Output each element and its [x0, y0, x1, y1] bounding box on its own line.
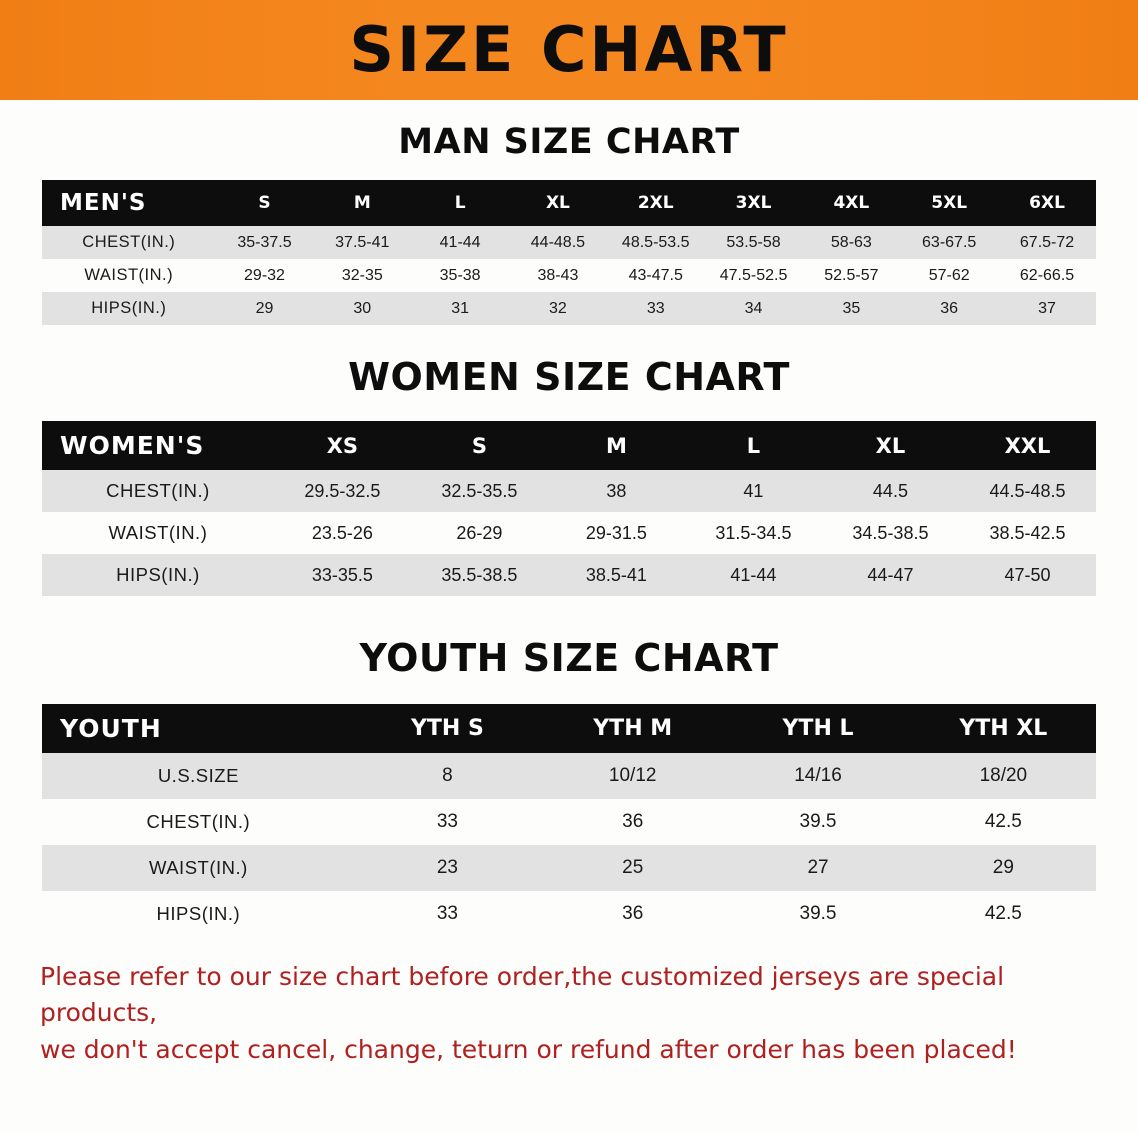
- disclaimer-note: [40, 959, 1098, 1068]
- col-header: XXL: [959, 421, 1096, 470]
- youth-size-table: [42, 704, 1096, 937]
- row-label: HIPS(IN.): [42, 554, 274, 596]
- table-cell: 42.5: [911, 799, 1096, 845]
- table-cell: 29.5-32.5: [274, 470, 411, 512]
- col-header: 6XL: [998, 180, 1096, 226]
- col-header: YTH M: [540, 704, 725, 753]
- table-cell: 41-44: [685, 554, 822, 596]
- youth-table-wrap: [42, 704, 1096, 937]
- table-cell: 44.5-48.5: [959, 470, 1096, 512]
- table-cell: 57-62: [900, 259, 998, 292]
- col-header: YTH S: [355, 704, 540, 753]
- col-header: 4XL: [802, 180, 900, 226]
- disclaimer-line-1: Please refer to our size chart before order,the customized jerseys are special products,: [40, 962, 1005, 1028]
- table-row: [42, 753, 1096, 799]
- table-cell: 27: [725, 845, 910, 891]
- table-cell: 25: [540, 845, 725, 891]
- table-cell: 52.5-57: [802, 259, 900, 292]
- table-cell: 29-31.5: [548, 512, 685, 554]
- women-table-wrap: [42, 421, 1096, 596]
- table-cell: 44.5: [822, 470, 959, 512]
- table-cell: 38.5-42.5: [959, 512, 1096, 554]
- table-cell: 36: [540, 891, 725, 937]
- table-cell: 35-38: [411, 259, 509, 292]
- table-cell: 29: [911, 845, 1096, 891]
- table-row: [42, 799, 1096, 845]
- women-size-table: [42, 421, 1096, 596]
- disclaimer-line-2: we don't accept cancel, change, teturn or refund after order has been placed!: [40, 1034, 1017, 1064]
- table-cell: 36: [900, 292, 998, 325]
- table-cell: 33: [607, 292, 705, 325]
- col-header: XS: [274, 421, 411, 470]
- table-row: [42, 470, 1096, 512]
- table-cell: 31: [411, 292, 509, 325]
- table-cell: 31.5-34.5: [685, 512, 822, 554]
- table-cell: 48.5-53.5: [607, 226, 705, 259]
- table-cell: 30: [313, 292, 411, 325]
- table-cell: 38.5-41: [548, 554, 685, 596]
- table-row: [42, 891, 1096, 937]
- table-row: [42, 512, 1096, 554]
- man-table-wrap: [42, 180, 1096, 325]
- row-label: CHEST(IN.): [42, 226, 216, 259]
- table-header-row: [42, 180, 1096, 226]
- table-cell: 32: [509, 292, 607, 325]
- man-size-table: [42, 180, 1096, 325]
- col-header: 3XL: [705, 180, 803, 226]
- table-cell: 23.5-26: [274, 512, 411, 554]
- table-cell: 29: [216, 292, 314, 325]
- col-header: S: [411, 421, 548, 470]
- table-cell: 32-35: [313, 259, 411, 292]
- table-cell: 39.5: [725, 799, 910, 845]
- page-title: SIZE CHART: [349, 13, 789, 86]
- table-row: [42, 292, 1096, 325]
- table-row: [42, 259, 1096, 292]
- table-cell: 35: [802, 292, 900, 325]
- table-cell: 36: [540, 799, 725, 845]
- row-label: CHEST(IN.): [42, 799, 355, 845]
- col-header: MEN'S: [42, 180, 216, 226]
- table-row: [42, 845, 1096, 891]
- table-cell: 53.5-58: [705, 226, 803, 259]
- table-cell: 33: [355, 891, 540, 937]
- table-cell: 43-47.5: [607, 259, 705, 292]
- table-cell: 33: [355, 799, 540, 845]
- table-cell: 47.5-52.5: [705, 259, 803, 292]
- row-label: CHEST(IN.): [42, 470, 274, 512]
- col-header: M: [313, 180, 411, 226]
- table-cell: 34: [705, 292, 803, 325]
- col-header: XL: [509, 180, 607, 226]
- table-cell: 47-50: [959, 554, 1096, 596]
- table-cell: 23: [355, 845, 540, 891]
- table-cell: 33-35.5: [274, 554, 411, 596]
- col-header: 5XL: [900, 180, 998, 226]
- table-cell: 34.5-38.5: [822, 512, 959, 554]
- table-cell: 63-67.5: [900, 226, 998, 259]
- col-header: L: [685, 421, 822, 470]
- table-cell: 14/16: [725, 753, 910, 799]
- col-header: XL: [822, 421, 959, 470]
- col-header: L: [411, 180, 509, 226]
- women-section-title: WOMEN SIZE CHART: [348, 355, 790, 399]
- table-cell: 37.5-41: [313, 226, 411, 259]
- table-cell: 44-47: [822, 554, 959, 596]
- table-header-row: [42, 421, 1096, 470]
- row-label: WAIST(IN.): [42, 512, 274, 554]
- table-cell: 37: [998, 292, 1096, 325]
- table-cell: 10/12: [540, 753, 725, 799]
- col-header: S: [216, 180, 314, 226]
- table-cell: 32.5-35.5: [411, 470, 548, 512]
- col-header: YTH XL: [911, 704, 1096, 753]
- man-section-title: MAN SIZE CHART: [398, 122, 740, 162]
- col-header: YOUTH: [42, 704, 355, 753]
- youth-section-title: YOUTH SIZE CHART: [359, 636, 779, 680]
- table-cell: 58-63: [802, 226, 900, 259]
- row-label: WAIST(IN.): [42, 259, 216, 292]
- col-header: 2XL: [607, 180, 705, 226]
- table-cell: 29-32: [216, 259, 314, 292]
- table-cell: 8: [355, 753, 540, 799]
- table-row: [42, 554, 1096, 596]
- col-header: M: [548, 421, 685, 470]
- table-cell: 41-44: [411, 226, 509, 259]
- table-cell: 35-37.5: [216, 226, 314, 259]
- table-cell: 42.5: [911, 891, 1096, 937]
- table-cell: 35.5-38.5: [411, 554, 548, 596]
- col-header: WOMEN'S: [42, 421, 274, 470]
- table-cell: 67.5-72: [998, 226, 1096, 259]
- table-header-row: [42, 704, 1096, 753]
- table-cell: 38: [548, 470, 685, 512]
- table-cell: 41: [685, 470, 822, 512]
- table-cell: 39.5: [725, 891, 910, 937]
- row-label: HIPS(IN.): [42, 891, 355, 937]
- row-label: WAIST(IN.): [42, 845, 355, 891]
- table-cell: 26-29: [411, 512, 548, 554]
- table-row: [42, 226, 1096, 259]
- table-cell: 18/20: [911, 753, 1096, 799]
- table-cell: 44-48.5: [509, 226, 607, 259]
- table-cell: 62-66.5: [998, 259, 1096, 292]
- col-header: YTH L: [725, 704, 910, 753]
- row-label: HIPS(IN.): [42, 292, 216, 325]
- page-banner: [0, 0, 1138, 100]
- table-cell: 38-43: [509, 259, 607, 292]
- row-label: U.S.SIZE: [42, 753, 355, 799]
